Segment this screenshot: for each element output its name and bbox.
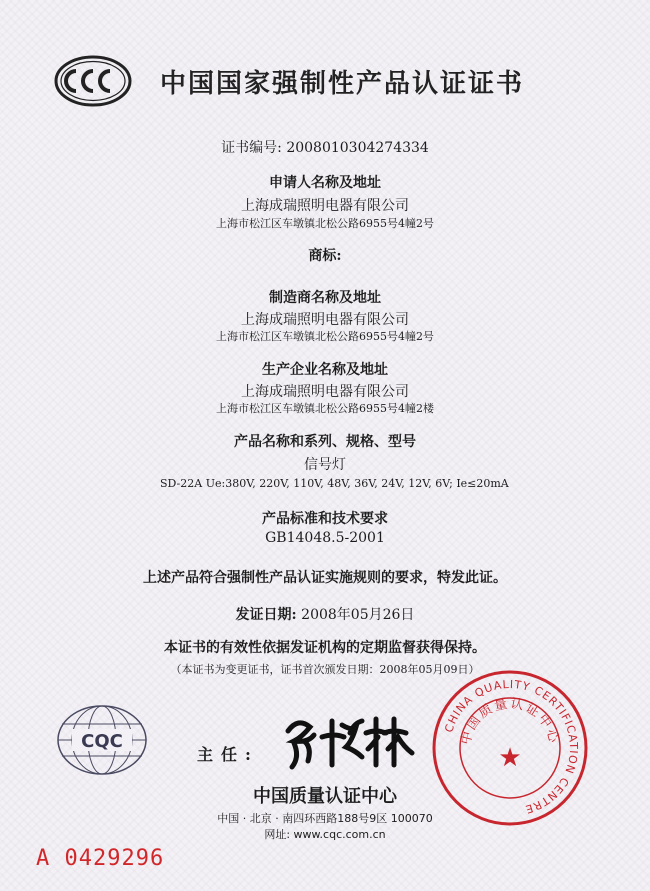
issue-date-label: 发证日期: xyxy=(235,607,297,623)
issue-date xyxy=(0,604,650,624)
cqc-logo-text: CQC xyxy=(81,731,123,752)
manufacturer-name: 上海成瑞照明电器有限公司 xyxy=(241,312,409,328)
svg-text:★: ★ xyxy=(498,743,522,773)
director-label: 主任: xyxy=(197,745,259,764)
ccc-logo-icon xyxy=(54,55,132,107)
svg-text:CHINA QUALITY CERTIFICATION CE: CHINA QUALITY CERTIFICATION CENTRE xyxy=(442,677,581,817)
official-seal-stamp xyxy=(430,668,590,828)
product-title: 产品名称和系列、规格、型号 xyxy=(234,434,416,450)
applicant-name: 上海成瑞照明电器有限公司 xyxy=(241,198,409,214)
applicant-address: 上海市松江区车墩镇北松公路6955号4幢2号 xyxy=(216,217,434,230)
factory-address: 上海市松江区车墩镇北松公路6955号4幢2楼 xyxy=(216,402,434,415)
trademark-title: 商标: xyxy=(308,248,342,264)
factory-name: 上海成瑞照明电器有限公司 xyxy=(241,384,409,400)
director-signature xyxy=(280,703,420,773)
validity-text: 本证书的有效性依据发证机构的定期监督获得保持。 xyxy=(164,640,486,656)
factory-title: 生产企业名称及地址 xyxy=(262,362,388,378)
organization-address: 中国 · 北京 · 南四环西路188号9区 100070 xyxy=(217,812,433,825)
certificate-number-label: 证书编号: xyxy=(221,140,282,156)
change-note: （本证书为变更证书，证书首次颁发日期：2008年05月09日） xyxy=(170,663,480,676)
svg-text:中国质量认证中心: 中国质量认证中心 xyxy=(458,696,562,747)
cqc-logo-icon xyxy=(52,700,152,780)
applicant-title: 申请人名称及地址 xyxy=(269,175,381,191)
issue-date-value: 2008年05月26日 xyxy=(301,607,415,623)
standard-title: 产品标准和技术要求 xyxy=(262,511,388,527)
organization-website: 网址: www.cqc.com.cn xyxy=(264,828,386,841)
organization-name: 中国质量认证中心 xyxy=(253,786,397,807)
certificate-number xyxy=(0,137,650,157)
manufacturer-title: 制造商名称及地址 xyxy=(269,290,381,306)
declaration-text: 上述产品符合强制性产品认证实施规则的要求，特发此证。 xyxy=(143,570,507,586)
product-spec: SD-22A Ue:380V, 220V, 110V, 48V, 36V, 24V, 12V, 6V; Ie≤20mA xyxy=(160,477,509,490)
product-name: 信号灯 xyxy=(304,457,346,473)
standard-value: GB14048.5-2001 xyxy=(265,530,385,546)
certificate-title: 中国国家强制性产品认证证书 xyxy=(160,69,525,99)
certificate-number-value: 2008010304274334 xyxy=(286,140,429,156)
manufacturer-address: 上海市松江区车墩镇北松公路6955号4幢2号 xyxy=(216,330,434,343)
serial-number: A 0429296 xyxy=(36,846,165,871)
